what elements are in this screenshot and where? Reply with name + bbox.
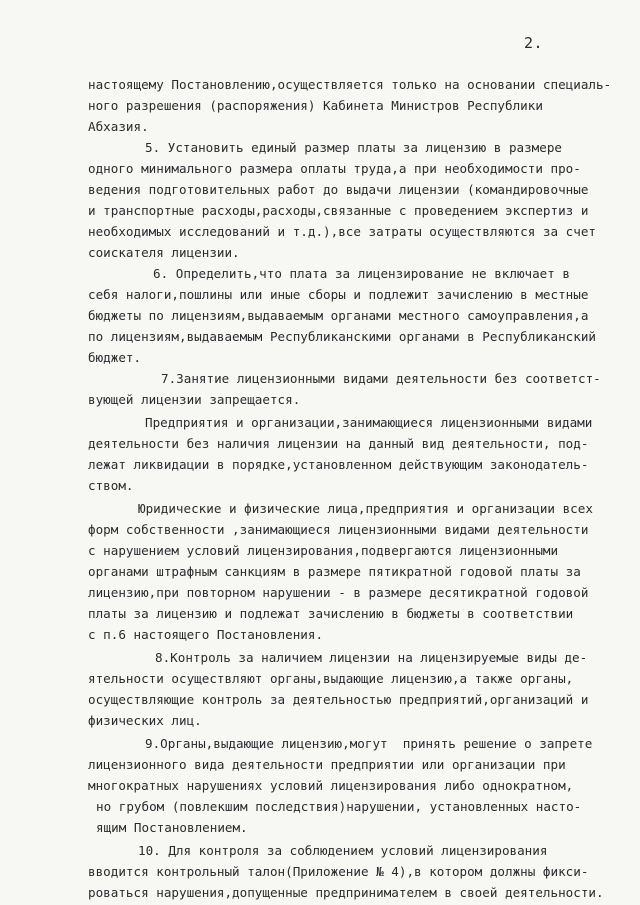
text-line: 7.Занятие лицензионными видами деятельности без соответст- — [161, 371, 601, 386]
text-line: 10. Для контроля за соблюдением условий лицензирования — [138, 843, 548, 858]
text-line: настоящему Постановлению,осуществляется только на основании специаль- — [88, 77, 612, 92]
text-line: ством. — [88, 478, 134, 493]
text-line: форм собственности ,занимающиеся лицензионными видами деятельности — [88, 522, 589, 537]
text-line: лицензионного вида деятельности предприятии или организации при — [88, 757, 566, 772]
text-line: вующей лицензии запрещается. — [88, 392, 301, 407]
text-line: необходимых исследований и т.д.),все затраты осуществляются за счет — [88, 224, 596, 239]
text-line: ящим Постановлением. — [96, 820, 248, 835]
text-line: соискателя лицензии. — [88, 245, 240, 260]
text-line: бюджет. — [88, 350, 142, 365]
text-line: но грубом (повлекшим последствия)нарушении, установленных насто- — [96, 799, 582, 814]
text-line: вводится контрольный талон(Приложение № 4),в котором должны фикси- — [88, 864, 589, 879]
text-line: лежат ликвидации в порядке,установленном действующим законодатель- — [88, 457, 589, 472]
text-line: 9.Органы,выдающие лицензию,могут принять решение о запрете — [145, 736, 593, 751]
text-line: 5. Установить единый размер платы за лицензию в размере — [145, 140, 563, 155]
text-line: Предприятия и организации,занимающиеся лицензионными видами — [145, 415, 593, 430]
text-line: с п.6 настоящего Постановления. — [88, 627, 324, 642]
text-line: 6. Определить,что плата за лицензирование не включает в — [153, 266, 571, 281]
text-line: Юридические и физические лица,предприятия и организации всех — [138, 501, 593, 516]
text-line: ного разрешения (распоряжения) Кабинета Министров Республики — [88, 98, 543, 113]
text-line: органами штрафным санкциям в размере пятикратной годовой платы за — [88, 564, 581, 579]
text-line: и транспортные расходы,расходы,связанные с проведением экспертиз и — [88, 203, 589, 218]
text-line: деятельности без наличия лицензии на данный вид деятельности, под- — [88, 436, 589, 451]
text-line: лицензию,при повторном нарушении - в размере десятикратной годовой — [88, 585, 589, 600]
text-line: одного минимального размера оплаты труда,а при необходимости про- — [88, 161, 581, 176]
text-line: ятельности осуществляют органы,выдающие лицензию,а также органы, — [88, 671, 574, 686]
page-number: 2. — [524, 34, 544, 52]
text-line: бюджеты по лицензиям,выдаваемым органами местного самоуправления,а — [88, 308, 589, 323]
text-line: 8.Контроль за наличием лицензии на лицензируемые виды де- — [155, 650, 588, 665]
text-line: осуществляющие контроль за деятельностью предприятий,организаций и — [88, 692, 589, 707]
text-line: себя налоги,пошлины или иные сборы и подлежит зачислению в местные — [88, 287, 589, 302]
text-line: многократных нарушениях условий лицензирования либо однократном, — [88, 778, 574, 793]
text-line: Абхазия. — [88, 119, 149, 134]
text-line: ведения подготовительных работ до выдачи лицензии (командировочные — [88, 182, 589, 197]
text-line: платы за лицензию и подлежат зачислению в бюджеты в соответствии — [88, 606, 574, 621]
text-line: по лицензиям,выдаваемым Республиканскими органами в Республиканский — [88, 329, 596, 344]
text-line: с нарушением условий лицензирования,подвергаются лицензионными — [88, 543, 559, 558]
text-line: роваться нарушения,допущенные предпринимателем в своей деятельности. — [88, 885, 604, 900]
text-line: физических лиц. — [88, 713, 202, 728]
